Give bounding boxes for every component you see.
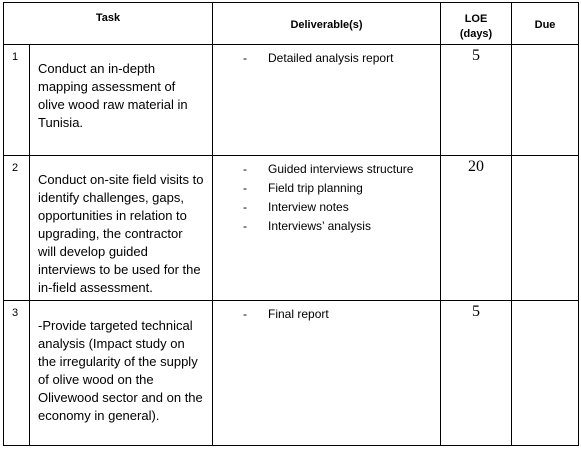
task-table [3,2,579,446]
table-row [4,156,579,301]
table-row [4,301,579,446]
header-deliverables: Deliverable(s) [213,3,441,45]
deliverable-item [243,49,440,68]
header-loe-line1: LOE [464,13,488,25]
bullet-dash: - [243,219,248,233]
row-number: 2 [4,156,30,301]
bullet-dash: - [243,162,248,176]
deliverable-text: Interview notes [268,200,349,214]
header-due: Due [512,3,579,45]
deliverables-cell [213,156,441,301]
bullet-dash: - [243,51,248,65]
deliverable-text: Field trip planning [268,181,363,195]
deliverable-text: Final report [268,307,329,321]
deliverable-item [243,179,440,198]
deliverables-list [213,301,440,324]
deliverable-text: Interviews’ analysis [268,219,371,233]
deliverables-cell [213,301,441,446]
task-description: Conduct an in-depth mapping assessment of olive wood raw material in Tunisia. [30,45,213,156]
header-loe-line2: (days) [459,28,493,40]
deliverables-list [213,156,440,236]
deliverables-list [213,45,440,68]
deliverable-item [243,305,440,324]
due-cell [512,156,579,301]
header-loe [441,3,512,45]
bullet-dash: - [243,200,248,214]
row-number: 3 [4,301,30,446]
header-row [4,3,579,45]
deliverable-text: Detailed analysis report [268,51,394,65]
loe-value: 20 [441,156,512,301]
deliverables-cell [213,45,441,156]
loe-value: 5 [441,45,512,156]
header-task: Task [4,3,213,45]
due-cell [512,301,579,446]
task-description: Conduct on-site field visits to identify challenges, gaps, opportunities in relation to upgrading, the contractor will develop guided interviews to be used for the in-field assessment. [30,156,213,301]
bullet-dash: - [243,181,248,195]
deliverable-item [243,217,440,236]
deliverable-item [243,160,440,179]
due-cell [512,45,579,156]
task-description: -Provide targeted technical analysis (Impact study on the irregularity of the supply of olive wood on the Olivewood sector and on the economy in general). [30,301,213,446]
row-number: 1 [4,45,30,156]
bullet-dash: - [243,307,248,321]
deliverable-item [243,198,440,217]
deliverable-text: Guided interviews structure [268,162,414,176]
table-row [4,45,579,156]
loe-value: 5 [441,301,512,446]
